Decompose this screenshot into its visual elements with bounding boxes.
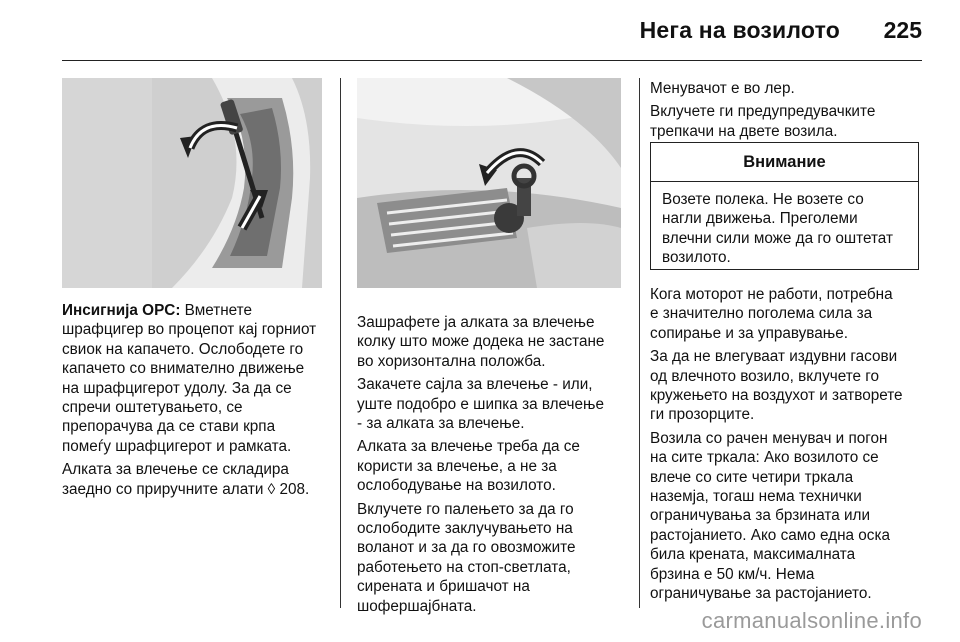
towing-only-paragraph: [357, 437, 637, 495]
text-line: шофершајбната.: [357, 597, 477, 615]
hazard-lights-paragraph: [650, 102, 925, 141]
text-line: сирената и бришачот на: [357, 578, 530, 596]
insignia-opc-paragraph: [62, 301, 332, 456]
text-line: препорачува да се стави крпа: [62, 418, 276, 436]
text-line: капачето со внимателно движење: [62, 360, 305, 378]
text-line: Зашрафете ја алката за влечење: [357, 314, 595, 331]
text-line: на шрафцигерот удолу. За да се: [62, 379, 292, 397]
text-line: уште подобро е шипка за влечење: [357, 395, 604, 413]
text-line: влече со сите четири тркала: [650, 468, 854, 486]
text-line: ослободување на возилото.: [357, 477, 556, 495]
text-line: е значително поголема сила за: [650, 305, 873, 323]
page-reference-link[interactable]: заедно со приручните алати ◊ 208.: [62, 480, 310, 498]
text-line: воланот и за да го овозможите: [357, 539, 576, 557]
text-line: работењето на стоп-светлата,: [357, 558, 571, 576]
text-line: во хоризонтална положба.: [357, 352, 546, 370]
text-line: наземја, тогаш нема технички: [650, 488, 862, 506]
text-line: Алката за влечење се складира: [62, 461, 289, 479]
screw-in-paragraph: [357, 313, 637, 371]
ignition-paragraph: [357, 500, 637, 616]
text-line: на сите тркала: Ако возилото се: [650, 449, 879, 467]
text-line: Кога моторот не работи, потребна: [650, 286, 893, 303]
tow-eye-figure: [357, 78, 621, 288]
text-line: нагли движења. Преголеми: [662, 210, 858, 228]
text-line: од влечното возило, вклучете го: [650, 367, 880, 385]
awd-paragraph: [650, 429, 930, 604]
text-line: ограничување за растојанието.: [650, 585, 872, 603]
exhaust-paragraph: [650, 347, 930, 425]
text-line: кружењето на воздухот и затворете: [650, 387, 903, 405]
neutral-paragraph: [650, 79, 925, 98]
text-line: растојанието. Ако само една оска: [650, 526, 890, 544]
engine-off-paragraph: [650, 285, 930, 343]
column-2-text: [357, 313, 637, 620]
text-line: Возете полека. Не возете со: [662, 191, 864, 208]
warning-title: Внимание: [651, 143, 918, 182]
text-line: За да не влегуваат издувни гасови: [650, 348, 898, 366]
header-rule: [62, 60, 922, 61]
column-3-top-text: [650, 79, 925, 145]
column-3-bottom-text: [650, 285, 930, 608]
text-line: Закачете сајла за влечење - или,: [357, 376, 593, 394]
text-line: влечни сили може да го оштетат: [662, 229, 893, 247]
warning-body: [651, 182, 918, 268]
column-divider-1: [340, 78, 341, 608]
text-line: Возила со рачен менувач и погон: [650, 429, 888, 447]
text-line: колку што може додека не застане: [357, 333, 605, 351]
text-line: спречи оштетувањето, се: [62, 399, 243, 417]
text-line: возилото.: [662, 249, 731, 267]
insignia-opc-label: Инсигнија OPC:: [62, 302, 181, 319]
text-line: свиок на капачето. Ослободете го: [62, 340, 304, 358]
text-line: брзина е 50 км/ч. Нема: [650, 565, 815, 583]
text-line: - за алката за влечење.: [357, 415, 525, 433]
column-divider-2: [639, 78, 640, 608]
text-line: Вклучете ги предупредувачките: [650, 103, 876, 121]
attach-rope-paragraph: [357, 375, 637, 433]
page-number: 225: [883, 17, 922, 43]
text-line: помеѓу шрафцигерот и рамката.: [62, 437, 292, 455]
text-line: ги прозорците.: [650, 406, 755, 424]
column-1-text: [62, 301, 332, 503]
text-line: Менувачот е во лер.: [650, 80, 795, 97]
hood-release-figure: [62, 78, 322, 288]
page-header-title: Нега на возилото: [639, 17, 840, 43]
watermark: carmanualsonline.info: [701, 608, 922, 633]
text-line: користи за влечење, а не за: [357, 457, 557, 475]
text-line: сопирање и за управување.: [650, 324, 848, 342]
text-line: трепкачи на двете возила.: [650, 122, 838, 140]
text-line: ослободите заклучувањето на: [357, 520, 573, 538]
text-line: ограничувања за брзината или: [650, 507, 871, 525]
tow-eye-storage-paragraph: [62, 460, 332, 499]
text-line: Вметнете: [184, 302, 253, 319]
text-line: била крената, максималната: [650, 546, 856, 564]
text-line: Вклучете го палењето за да го: [357, 500, 574, 518]
text-line: шрафцигер во процепот кај горниот: [62, 321, 317, 339]
warning-box: [650, 142, 919, 270]
text-line: Алката за влечење треба да се: [357, 438, 580, 456]
